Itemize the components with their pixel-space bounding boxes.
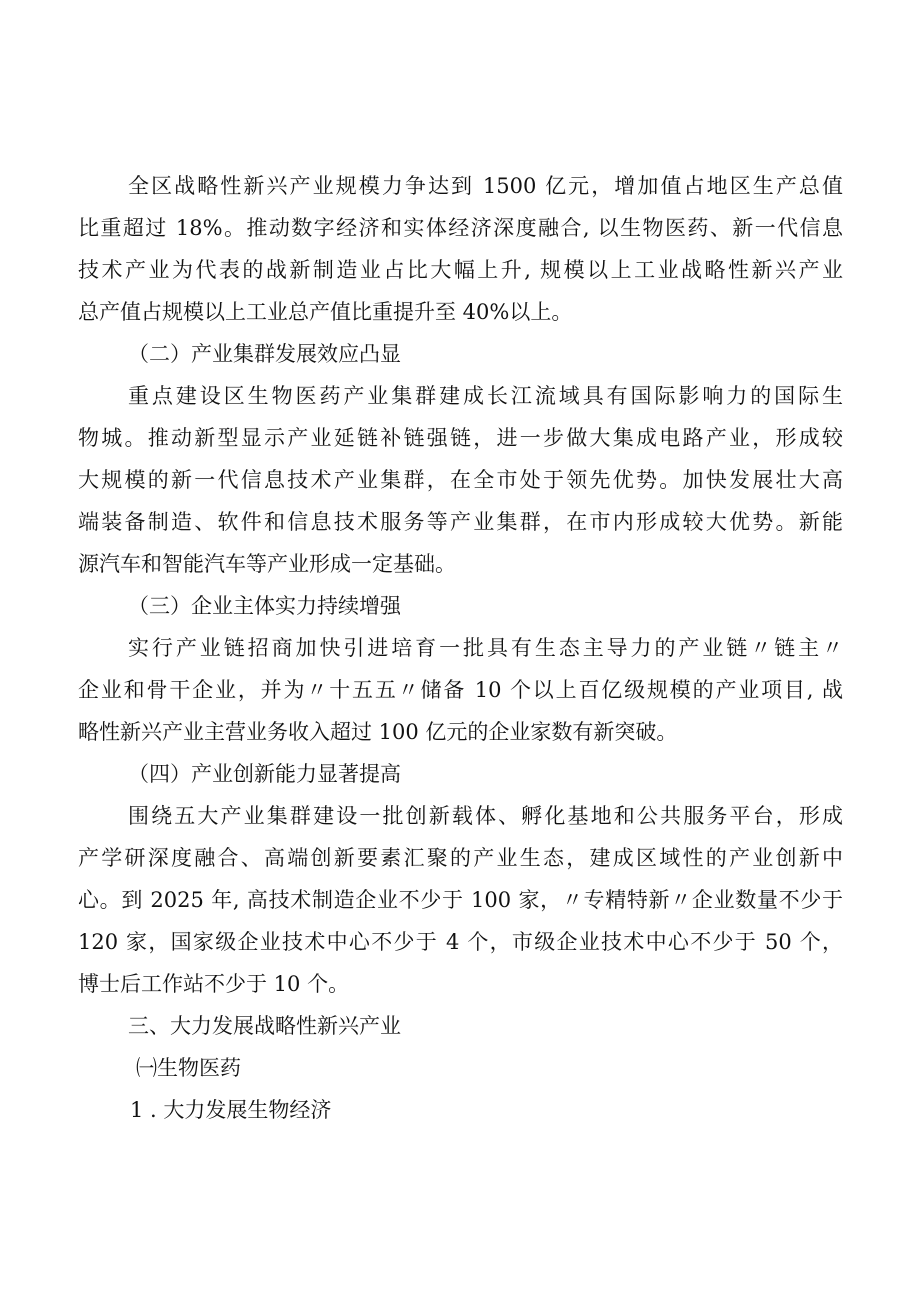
paragraph-4-line-2: 产学研深度融合、高端创新要素汇聚的产业生态，建成区域性的产业创新中 — [78, 846, 843, 870]
paragraph-1-line-1: 全区战略性新兴产业规模力争达到 1500 亿元，增加值占地区生产总值 — [128, 174, 843, 198]
paragraph-3-line-2: 企业和骨干企业，并为〃十五五〃储备 10 个以上百亿级规模的产业项目, 战 — [78, 678, 843, 702]
heading-industry-cluster: （二）产业集群发展效应凸显 — [128, 342, 401, 366]
paragraph-1-line-2: 比重超过 18%。推动数字经济和实体经济深度融合, 以生物医药、新一代信息 — [78, 216, 843, 240]
paragraph-1-line-4: 总产值占规模以上工业总产值比重提升至 40%以上。 — [78, 300, 573, 324]
paragraph-4-line-5: 博士后工作站不少于 10 个。 — [78, 972, 350, 996]
paragraph-3-line-3: 略性新兴产业主营业务收入超过 100 亿元的企业家数有新突破。 — [78, 720, 678, 744]
section-heading-strategic-industries: 三、大力发展战略性新兴产业 — [128, 1014, 401, 1038]
paragraph-1-line-3: 技术产业为代表的战新制造业占比大幅上升, 规模以上工业战略性新兴产业 — [78, 258, 843, 282]
heading-enterprise-strength: （三）企业主体实力持续增强 — [128, 594, 401, 618]
paragraph-4-line-4: 120 家，国家级企业技术中心不少于 4 个，市级企业技术中心不少于 50 个， — [78, 930, 843, 954]
paragraph-2-line-1: 重点建设区生物医药产业集群建成长江流域具有国际影响力的国际生 — [128, 384, 843, 408]
heading-innovation-capacity: （四）产业创新能力显著提高 — [128, 762, 401, 786]
item-heading-bio-economy: 1 . 大力发展生物经济 — [130, 1098, 332, 1122]
paragraph-2-line-3: 大规模的新一代信息技术产业集群，在全市处于领先优势。加快发展壮大高 — [78, 468, 843, 492]
paragraph-4-line-1: 围绕五大产业集群建设一批创新载体、孵化基地和公共服务平台，形成 — [128, 804, 843, 828]
paragraph-2-line-4: 端装备制造、软件和信息技术服务等产业集群，在市内形成较大优势。新能 — [78, 510, 843, 534]
paragraph-3-line-1: 实行产业链招商加快引进培育一批具有生态主导力的产业链〃链主〃 — [128, 636, 843, 660]
paragraph-4-line-3: 心。到 2025 年, 高技术制造企业不少于 100 家，〃专精特新〃企业数量不少于 — [78, 888, 843, 912]
paragraph-2-line-2: 物城。推动新型显示产业延链补链强链，进一步做大集成电路产业，形成较 — [78, 426, 843, 450]
subsection-heading-biomedicine: ㈠生物医药 — [136, 1056, 241, 1080]
paragraph-2-line-5: 源汽车和智能汽车等产业形成一定基础。 — [78, 552, 456, 576]
